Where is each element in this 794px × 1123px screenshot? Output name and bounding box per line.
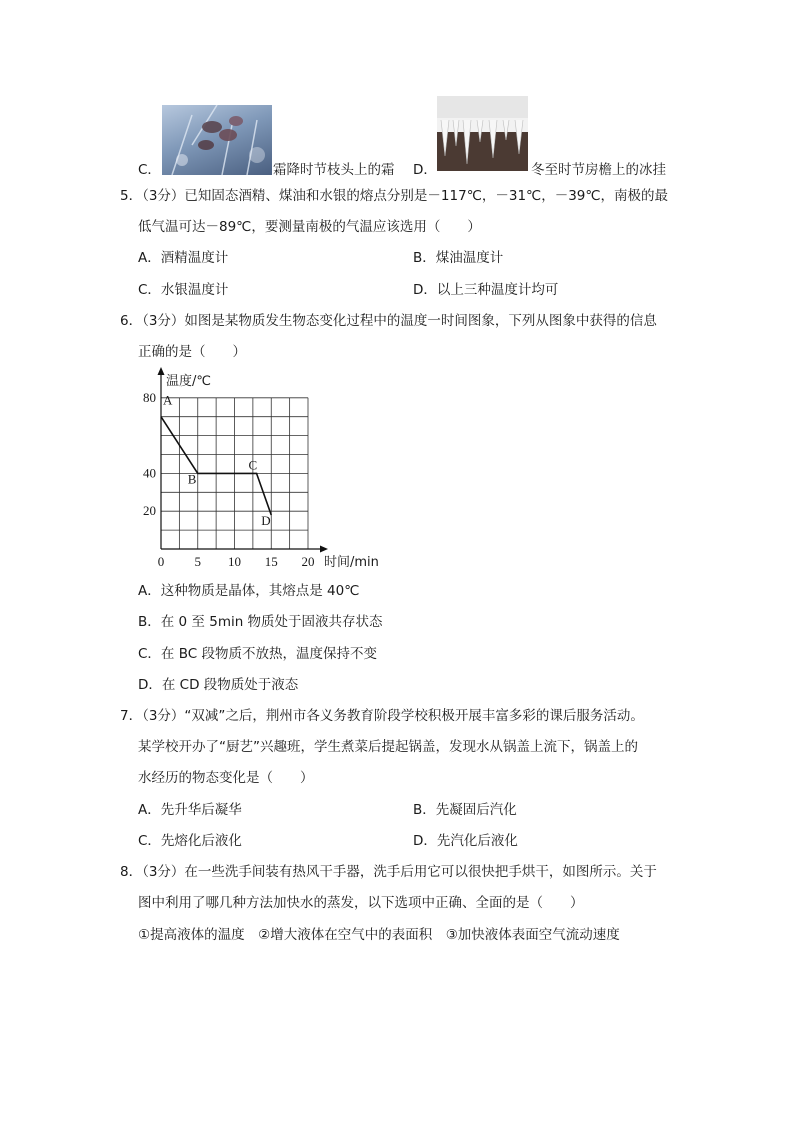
x-tick-label: 0 bbox=[157, 554, 165, 569]
q7-option-c: C．先熔化后液化 bbox=[138, 833, 242, 849]
graph-labels bbox=[143, 373, 379, 570]
q6-option-d: D．在 CD 段物质处于液态 bbox=[138, 677, 299, 693]
q5-option-a: A．酒精温度计 bbox=[138, 250, 229, 266]
q6-stem-line2: 正确的是（ ） bbox=[138, 344, 246, 360]
q7-option-a: A．先升华后凝华 bbox=[138, 802, 242, 818]
x-axis-arrow-icon bbox=[320, 546, 328, 553]
q6-option-b: B．在 0 至 5min 物质处于固液共存状态 bbox=[138, 614, 383, 630]
q8-stem-line1: 8．（3分）在一些洗手间装有热风干手器，洗手后用它可以很快把手烘干，如图所示。关于 bbox=[120, 864, 657, 880]
temperature-time-graph bbox=[135, 365, 395, 575]
point-label-c: C bbox=[248, 457, 258, 473]
point-label-d: D bbox=[261, 512, 271, 528]
x-tick-label: 5 bbox=[194, 554, 201, 569]
q7-stem-line3: 水经历的物态变化是（ ） bbox=[138, 770, 314, 786]
q5-option-d: D．以上三种温度计均可 bbox=[413, 282, 559, 298]
q8-stem-line2: 图中利用了哪几种方法加快水的蒸发，以下选项中正确、全面的是（ ） bbox=[138, 895, 584, 911]
y-axis-arrow-icon bbox=[158, 367, 165, 375]
q5-option-c: C．水银温度计 bbox=[138, 282, 229, 298]
icicles-on-eaves-image bbox=[437, 96, 528, 171]
y-tick-label: 20 bbox=[143, 503, 156, 519]
q6-option-c: C．在 BC 段物质不放热，温度保持不变 bbox=[138, 646, 377, 662]
point-label-a: A bbox=[163, 392, 173, 408]
q7-option-d: D．先汽化后液化 bbox=[413, 833, 518, 849]
x-tick-label: 20 bbox=[301, 554, 315, 569]
q4-option-d-letter: D． bbox=[413, 162, 437, 178]
q6-stem-line1: 6．（3分）如图是某物质发生物态变化过程中的温度一时间图象，下列从图象中获得的信息 bbox=[120, 313, 657, 329]
graph-axes bbox=[158, 367, 329, 553]
q5-stem-line1: 5．（3分）已知固态酒精、煤油和水银的熔点分别是－117℃，－31℃，－39℃，南极的最 bbox=[120, 188, 669, 204]
frost-on-branches-image bbox=[162, 105, 272, 175]
x-axis-title: 时间/min bbox=[324, 555, 379, 570]
x-tick-label: 15 bbox=[264, 554, 278, 569]
q4-option-d-caption: 冬至时节房檐上的冰挂 bbox=[531, 162, 666, 178]
q4-option-c-caption: 霜降时节枝头上的霜 bbox=[273, 162, 395, 178]
point-label-b: B bbox=[187, 471, 197, 487]
q7-option-b: B．先凝固后汽化 bbox=[413, 802, 517, 818]
q4-option-c-letter: C． bbox=[138, 162, 161, 178]
q8-methods-list: ①提高液体的温度 ②增大液体在空气中的表面积 ③加快液体表面空气流动速度 bbox=[138, 927, 620, 943]
q6-option-a: A．这种物质是晶体，其熔点是 40℃ bbox=[138, 583, 360, 599]
q7-stem-line1: 7．（3分）“双减”之后，荆州市各义务教育阶段学校积极开展丰富多彩的课后服务活动。 bbox=[120, 708, 644, 724]
q7-stem-line2: 某学校开办了“厨艺”兴趣班，学生煮菜后提起锅盖，发现水从锅盖上流下，锅盖上的 bbox=[138, 739, 638, 755]
y-tick-label: 40 bbox=[143, 465, 156, 481]
q5-stem-line2: 低气温可达－89℃，要测量南极的气温应该选用（ ） bbox=[138, 219, 481, 235]
y-tick-label: 80 bbox=[143, 389, 156, 405]
y-axis-title: 温度/℃ bbox=[166, 374, 211, 389]
x-tick-label: 10 bbox=[228, 554, 241, 569]
q5-option-b: B．煤油温度计 bbox=[413, 250, 504, 266]
